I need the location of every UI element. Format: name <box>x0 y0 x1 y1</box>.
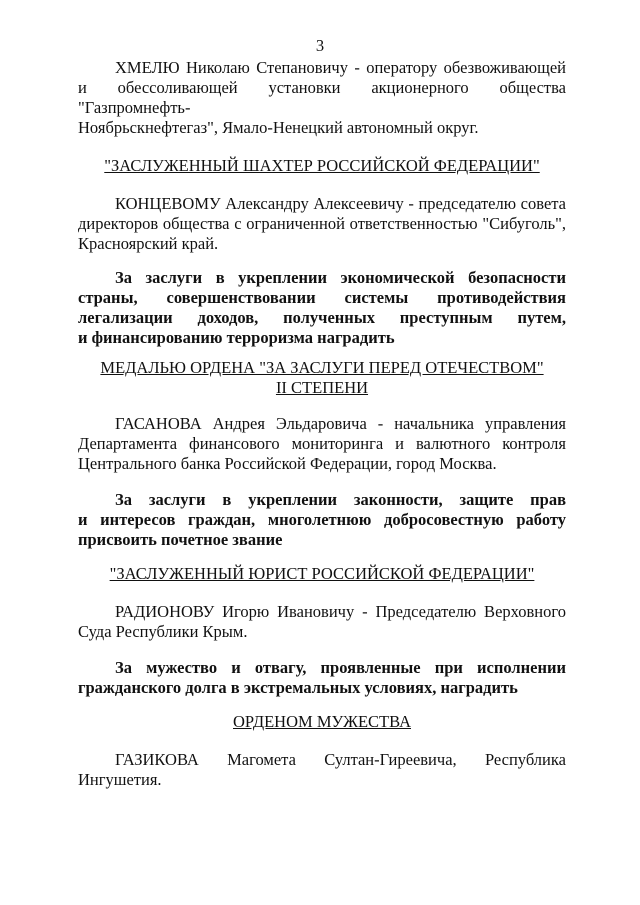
section-title-order <box>78 712 566 732</box>
word: Республика <box>484 750 566 769</box>
text-line: За заслуги в укреплении экономической безопасности <box>115 268 566 287</box>
text-line: страны, совершенствовании системы противодействия <box>78 288 566 307</box>
section-title-text: "ЗАСЛУЖЕННЫЙ ЮРИСТ РОССИЙСКОЙ ФЕДЕРАЦИИ" <box>109 564 535 583</box>
text-line: Суда Республики Крым. <box>78 622 248 641</box>
text-line: КОНЦЕВОМУ Александру Алексеевичу - председателю совета <box>115 194 566 213</box>
section-title-medal <box>78 358 566 398</box>
paragraph-khmelyu <box>78 58 566 138</box>
text-line: и обессоливающей установки акционерного общества "Газпромнефть- <box>78 78 566 117</box>
text-line: директоров общества с ограниченной ответственностью "Сибуголь", <box>78 214 566 233</box>
award-clause-economic <box>78 268 566 348</box>
page-number: 3 <box>315 36 325 55</box>
paragraph-kontsevoy <box>78 194 566 254</box>
award-clause-courage <box>78 658 566 698</box>
text-line: присвоить почетное звание <box>78 530 283 549</box>
text-line: ХМЕЛЮ Николаю Степановичу - оператору обезвоживающей <box>115 58 566 77</box>
paragraph-gazikov <box>78 750 566 790</box>
section-title-text: ОРДЕНОМ МУЖЕСТВА <box>233 712 411 731</box>
section-title-text: "ЗАСЛУЖЕННЫЙ ШАХТЕР РОССИЙСКОЙ ФЕДЕРАЦИИ" <box>104 156 540 175</box>
text-line: За мужество и отвагу, проявленные при исполнении <box>115 658 566 677</box>
text-line: и финансированию терроризма наградить <box>78 328 395 347</box>
paragraph-gasanov <box>78 414 566 474</box>
word: Султан-Гиреевича, <box>324 750 457 769</box>
award-clause-law <box>78 490 566 550</box>
paragraph-radionov <box>78 602 566 642</box>
section-title-yurist <box>78 564 566 584</box>
text-line: РАДИОНОВУ Игорю Ивановичу - Председателю Верховного <box>115 602 566 621</box>
text-line: За заслуги в укреплении законности, защите прав <box>115 490 566 509</box>
text-line: и интересов граждан, многолетнюю добросовестную работу <box>78 510 566 529</box>
section-title-text: МЕДАЛЬЮ ОРДЕНА "ЗА ЗАСЛУГИ ПЕРЕД ОТЕЧЕСТВОМ" <box>100 358 544 377</box>
text-line: Красноярский край. <box>78 234 219 253</box>
word: ГАЗИКОВА <box>115 750 199 769</box>
text-line: ГАСАНОВА Андрея Эльдаровича - начальника управления <box>115 414 566 433</box>
text-line: гражданского долга в экстремальных условиях, наградить <box>78 678 518 697</box>
text-line: легализации доходов, полученных преступным путем, <box>78 308 566 327</box>
section-title-text: II СТЕПЕНИ <box>275 378 369 397</box>
text-line: Ингушетия. <box>78 770 162 789</box>
section-title-shakhter <box>78 156 566 176</box>
word: Магомета <box>227 750 296 769</box>
text-line: Департамента финансового мониторинга и валютного контроля <box>78 434 566 453</box>
text-line: Центрального банка Российской Федерации, город Москва. <box>78 454 497 473</box>
text-line: Ноябрьскнефтегаз", Ямало-Ненецкий автономный округ. <box>78 118 479 137</box>
text-line <box>78 750 566 770</box>
